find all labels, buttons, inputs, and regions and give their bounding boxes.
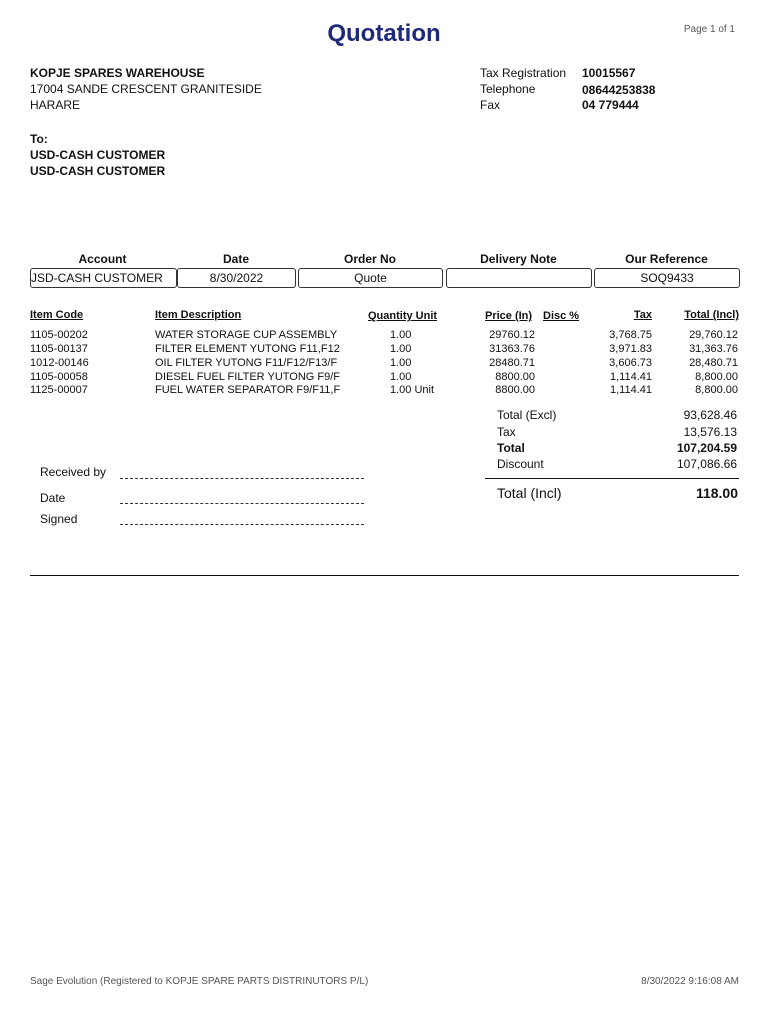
- delivery-note-label: Delivery Note: [480, 252, 557, 266]
- signed-label: Signed: [40, 512, 78, 526]
- recipient-line-1: USD-CASH CUSTOMER: [30, 148, 166, 162]
- telephone-value: 08644253838: [582, 83, 656, 97]
- delivery-note-field: [446, 268, 592, 288]
- item-tax: 1,114.41: [609, 371, 652, 383]
- item-tax: 3,971.83: [609, 343, 652, 355]
- item-description: DIESEL FUEL FILTER YUTONG F9/F: [155, 371, 341, 383]
- document-title: Quotation: [327, 20, 441, 47]
- recipient-line-2: USD-CASH CUSTOMER: [30, 164, 166, 178]
- item-price: 28480.71: [489, 357, 535, 369]
- item-code: 1105-00058: [30, 371, 88, 383]
- signoff-date-line: [120, 503, 364, 504]
- item-code: 1012-00146: [30, 357, 89, 369]
- tax-total-label: Tax: [497, 425, 516, 439]
- item-quantity: 1.00: [390, 329, 412, 341]
- date-field: 8/30/2022: [177, 268, 296, 288]
- item-quantity: 1.00: [390, 343, 412, 355]
- received-by-label: Received by: [40, 465, 107, 479]
- order-no-field: Quote: [298, 268, 443, 288]
- item-quantity: 1.00 Unit: [390, 384, 435, 396]
- col-tax: Tax: [633, 309, 652, 321]
- telephone-label: Telephone: [480, 82, 536, 96]
- item-code: 1105-00137: [30, 343, 88, 355]
- total-value: 107,204.59: [676, 441, 737, 455]
- account-label: Account: [78, 252, 127, 266]
- total-incl-label: Total (Incl): [497, 485, 562, 501]
- col-item-description: Item Description: [155, 309, 242, 321]
- company-name: KOPJE SPARES WAREHOUSE: [30, 66, 205, 80]
- order-no-label: Order No: [343, 252, 396, 266]
- page-number: Page 1 of 1: [683, 24, 735, 35]
- col-price: Price (In): [485, 310, 533, 322]
- col-disc: Disc %: [543, 310, 580, 322]
- recipient-label: To:: [30, 132, 48, 146]
- item-description: FILTER ELEMENT YUTONG F11,F12: [155, 343, 340, 355]
- item-quantity: 1.00: [390, 371, 412, 383]
- col-quantity-unit: Quantity Unit: [368, 310, 438, 322]
- item-quantity: 1.00: [390, 357, 412, 369]
- item-total: 29,760.12: [689, 329, 738, 341]
- section-divider: [30, 575, 739, 576]
- discount-label: Discount: [497, 457, 544, 471]
- discount-value: 107,086.66: [676, 457, 737, 471]
- item-description: WATER STORAGE CUP ASSEMBLY: [155, 329, 338, 341]
- totals-divider: [485, 478, 739, 479]
- item-tax: 1,114.41: [609, 384, 652, 396]
- item-description: FUEL WATER SEPARATOR F9/F11,F: [155, 384, 341, 396]
- total-excl-label: Total (Excl): [497, 408, 557, 422]
- item-total: 8,800.00: [695, 371, 738, 383]
- item-price: 8800.00: [495, 371, 535, 383]
- item-total: 31,363.76: [689, 343, 738, 355]
- item-code: 1105-00202: [30, 329, 88, 341]
- item-price: 8800.00: [495, 384, 535, 396]
- company-address-1: 17004 SANDE CRESCENT GRANITESIDE: [30, 82, 262, 96]
- item-total: 8,800.00: [695, 384, 738, 396]
- company-address-2: HARARE: [30, 98, 81, 112]
- total-excl-value: 93,628.46: [683, 408, 737, 422]
- total-incl-value: 118.00: [695, 485, 738, 501]
- item-total: 28,480.71: [689, 357, 738, 369]
- col-total-incl: Total (Incl): [684, 309, 739, 321]
- tax-total-value: 13,576.13: [683, 425, 737, 439]
- date-label: Date: [222, 252, 249, 266]
- our-reference-field: SOQ9433: [594, 268, 740, 288]
- col-item-code: Item Code: [30, 309, 84, 321]
- signoff-date-label: Date: [40, 491, 66, 505]
- item-price: 31363.76: [489, 343, 535, 355]
- total-label: Total: [497, 441, 525, 455]
- item-tax: 3,606.73: [609, 357, 652, 369]
- fax-label: Fax: [480, 98, 501, 112]
- item-price: 29760.12: [489, 329, 535, 341]
- item-description: OIL FILTER YUTONG F11/F12/F13/F: [155, 357, 338, 369]
- item-code: 1125-00007: [30, 384, 88, 396]
- received-by-line: [120, 478, 364, 479]
- tax-registration-value: 10015567: [582, 66, 636, 80]
- tax-registration-label: Tax Registration: [480, 66, 567, 80]
- signed-line: [120, 524, 364, 525]
- footer-software: Sage Evolution (Registered to KOPJE SPARE PARTS DISTRINUTORS P/L): [30, 976, 369, 987]
- footer-timestamp: 8/30/2022 9:16:08 AM: [641, 976, 739, 987]
- our-reference-label: Our Reference: [625, 252, 708, 266]
- fax-value: 04 779444: [582, 98, 639, 112]
- account-field: JSD-CASH CUSTOMER: [30, 268, 177, 288]
- item-tax: 3,768.75: [609, 329, 652, 341]
